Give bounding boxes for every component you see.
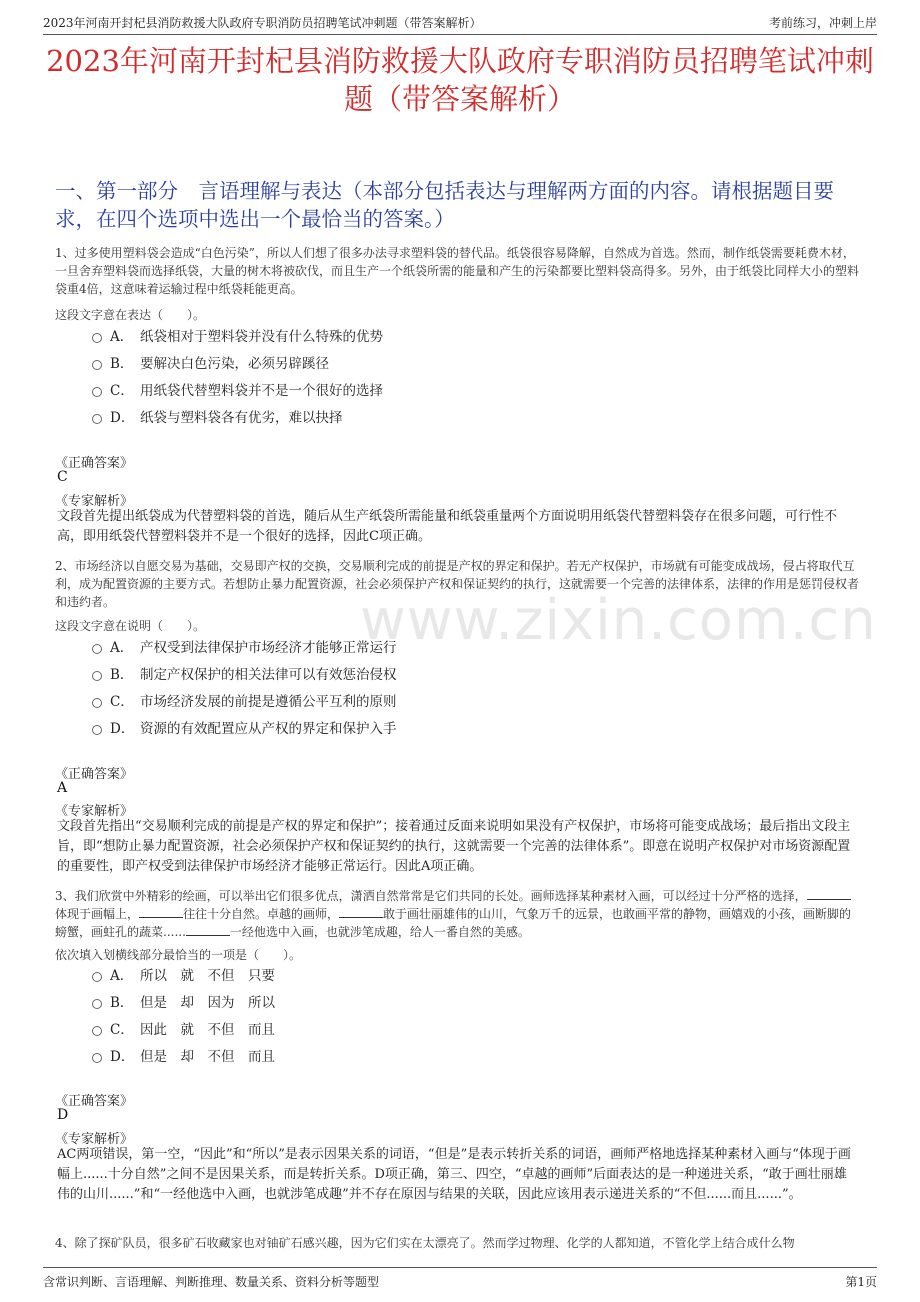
radio-icon[interactable]: [92, 671, 102, 681]
question-2-option-b[interactable]: B． 制定产权保护的相关法律可以有效惩治侵权: [92, 665, 397, 685]
page-header: [43, 12, 877, 35]
analysis-label: 《专家解析》: [55, 1132, 134, 1147]
analysis-label: 《专家解析》: [55, 804, 134, 819]
header-slogan: 考前练习，冲刺上岸: [768, 16, 877, 30]
fill-blank: [807, 888, 851, 900]
radio-icon[interactable]: [92, 644, 102, 654]
question-2-answer: A: [57, 780, 68, 796]
question-3-answer: D: [57, 1107, 69, 1123]
question-2-option-c[interactable]: C． 市场经济发展的前提是遵循公平互利的原则: [92, 692, 397, 712]
fill-blank: [186, 924, 230, 936]
question-1-option-d[interactable]: D． 纸袋与塑料袋各有优劣，难以抉择: [92, 408, 343, 428]
page-footer: [43, 1267, 877, 1292]
radio-icon[interactable]: [92, 1053, 102, 1063]
question-1-text: 1、过多使用塑料袋会造成“白色污染”，所以人们想了很多办法寻求塑料袋的替代品。纸袋很容易降解，自然成为首选。然而，制作纸袋需要耗费木材，一旦舍弃塑料袋而选择纸袋，大量的树木将被砍伐，而且生产一个纸袋所需的能量和产生的污染都要比塑料袋高得多。另外，由于纸袋比同样大小的塑料袋重4倍，这意味着运输过程中纸袋耗能更高。: [55, 246, 860, 296]
radio-icon[interactable]: [92, 387, 102, 397]
footer-description: 含常识判断、言语理解、判断推理、数量关系、资料分析等题型: [43, 1275, 380, 1289]
question-3-text: 3、我们欣赏中外精彩的绘画，可以举出它们很多优点，潇洒自然常常是它们共同的长处。画师选择某种素材入画，可以经过十分严格的选择，体现于画幅上， 往往十分自然。卓越的画师， 敢于画壮丽雄伟的山川，气象万千的远景，也敢画平常的静物，画嬉戏的小孩，画断脚的螃蟹，画蛀孔的蔬菜...... 一经他选中入画，也就涉笔成趣，给人一番自然的美感。: [55, 889, 852, 939]
question-2-option-d[interactable]: D． 资源的有效配置应从产权的界定和保护入手: [92, 719, 397, 739]
question-1-prompt: 这段文字意在表达（ ）。: [55, 308, 206, 322]
question-2-prompt: 这段文字意在说明（ ）。: [55, 619, 206, 633]
question-3-prompt: 依次填入划横线部分最恰当的一项是（ ）。: [55, 948, 302, 962]
answer-label: 《正确答案》: [55, 456, 134, 471]
radio-icon[interactable]: [92, 725, 102, 735]
answer-label: 《正确答案》: [55, 1094, 134, 1109]
question-2-analysis: 文段首先指出“交易顺利完成的前提是产权的界定和保护”；接着通过反面来说明如果没有产权保护，市场将可能变成战场；最后指出文段主旨，即“想防止暴力配置资源，社会必须保护产权和保证契约的执行，这就需要一个完善的法律体系”。即意在说明产权保护对市场资源配置的重要性，即产权受到法律保护市场经济才能够正常运行。因此A项正确。: [57, 819, 851, 874]
document-title: 2023年河南开封杞县消防救援大队政府专职消防员招聘笔试冲刺题（带答案解析）: [46, 44, 874, 116]
question-3-option-a[interactable]: A． 所以 就 不但 只要: [92, 966, 275, 986]
watermark: www.zixin.com.cn: [360, 588, 877, 653]
radio-icon[interactable]: [92, 972, 102, 982]
radio-icon[interactable]: [92, 333, 102, 343]
question-1-option-a[interactable]: A． 纸袋相对于塑料袋并没有什么特殊的优势: [92, 327, 383, 347]
radio-icon[interactable]: [92, 360, 102, 370]
question-4-text: 4、除了探矿队员，很多矿石收藏家也对铀矿石感兴趣，因为它们实在太漂亮了。然而学过物理、化学的人都知道，不管化学上结合成什么物: [55, 1236, 795, 1250]
question-1-option-b[interactable]: B． 要解决白色污染，必须另辟蹊径: [92, 354, 329, 374]
section-heading: 一、第一部分 言语理解与表达（本部分包括表达与理解两方面的内容。请根据题目要求，在四个选项中选出一个最恰当的答案。）: [55, 179, 834, 231]
radio-icon[interactable]: [92, 1026, 102, 1036]
question-3-option-d[interactable]: D． 但是 却 不但 而且: [92, 1047, 275, 1067]
fill-blank: [139, 906, 183, 918]
question-2-text: 2、市场经济以自愿交易为基础，交易即产权的交换，交易顺利完成的前提是产权的界定和保护。若无产权保护，市场就有可能变成战场，侵占将取代互利，成为配置资源的主要方式。若想防止暴力配置资源，社会必须保护产权和保证契约的执行，这就需要一个完善的法律体系，法律的作用是惩罚侵权者和违约者。: [55, 559, 860, 609]
radio-icon[interactable]: [92, 698, 102, 708]
question-1-answer: C: [57, 469, 68, 485]
question-3-option-c[interactable]: C． 因此 就 不但 而且: [92, 1020, 275, 1040]
question-1-analysis: 文段首先提出纸袋成为代替塑料袋的首选，随后从生产纸袋所需能量和纸袋重量两个方面说明用纸袋代替塑料袋存在很多问题，可行性不高，即用纸袋代替塑料袋并不是一个很好的选择，因此C项正确。: [57, 509, 838, 544]
header-title: 2023年河南开封杞县消防救援大队政府专职消防员招聘笔试冲刺题（带答案解析）: [43, 16, 482, 30]
answer-label: 《正确答案》: [55, 767, 134, 782]
page-number: 第1页: [845, 1275, 877, 1289]
question-3-analysis: AC两项错误，第一空，“因此”和“所以”是表示因果关系的词语，“但是”是表示转折关系的词语，画师严格地选择某种素材入画与“体现于画幅上......十分自然”之间不是因果关系，而是转折关系。D项正确，第三、四空，“卓越的画师”后面表达的是一种递进关系，“敢于画壮丽雄伟的山川......”和“一经他选中入画，也就涉笔成趣”并不存在原因与结果的关联，因此应该用表示递进关系的“不但......而且......”。: [57, 1147, 851, 1202]
analysis-label: 《专家解析》: [55, 494, 134, 509]
fill-blank: [339, 906, 383, 918]
radio-icon[interactable]: [92, 414, 102, 424]
question-2-option-a[interactable]: A． 产权受到法律保护市场经济才能够正常运行: [92, 638, 397, 658]
question-3-option-b[interactable]: B． 但是 却 因为 所以: [92, 993, 275, 1013]
question-1-option-c[interactable]: C． 用纸袋代替塑料袋并不是一个很好的选择: [92, 381, 383, 401]
radio-icon[interactable]: [92, 999, 102, 1009]
